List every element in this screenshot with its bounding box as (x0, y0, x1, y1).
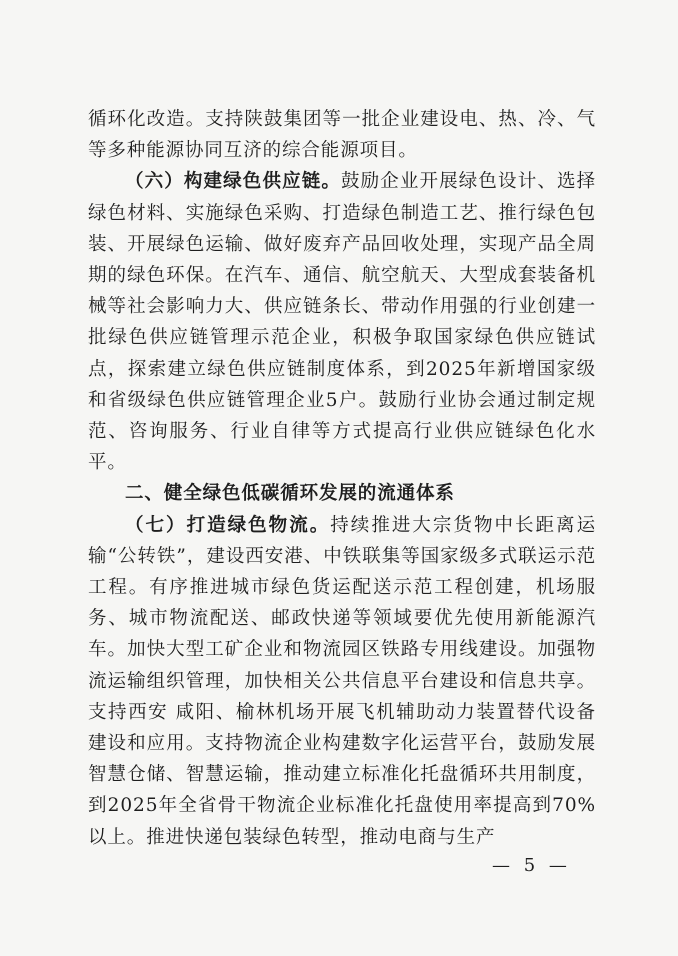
body-text (88, 104, 596, 853)
paragraph-green-logistics (88, 510, 596, 853)
paragraph-text: 鼓励企业开展绿色设计、选择绿色材料、实施绿色采购、打造绿色制造工艺、推行绿色包装、开展绿色运输、做好废弃产品回收处理，实现产品全周期的绿色环保。在汽车、通信、航空航天、大型成套装备机械等社会影响力大、供应链条长、带动作用强的行业创建一批绿色供应链管理示范企业，积极争取国家绿色供应链试点，探索建立绿色供应链制度体系，到2025年新增国家级和省级绿色供应链管理企业5户。鼓励行业协会通过制定规范、咨询服务、行业自律等方式提高行业供应链绿色化水平。 (88, 171, 596, 474)
paragraph-lead: （七）打造绿色物流。 (125, 514, 331, 536)
paragraph-text: 循环化改造。支持陕鼓集团等一批企业建设电、热、冷、气等多种能源协同互济的综合能源项目。 (88, 109, 596, 162)
paragraph-green-supply-chain (88, 166, 596, 478)
paragraph-text: 持续推进大宗货物中长距离运输“公转铁”，建设西安港、中铁联集等国家级多式联运示范工程。有序推进城市绿色货运配送示范工程创建，机场服务、城市物流配送、邮政快递等领域要优先使用新能源汽车。加快大型工矿企业和物流园区铁路专用线建设。加强物流运输组织管理，加快相关公共信息平台建设和信息共享。支持西安 咸阳、榆林机场开展飞机辅助动力装置替代设备建设和应用。支持物流企业构建数字化运营平台，鼓励发展智慧仓储、智慧运输，推动建立标准化托盘循环共用制度，到2025年全省骨干物流企业标准化托盘使用率提高到70%以上。推进快递包装绿色转型，推动电商与生产 (88, 514, 596, 848)
paragraph-continuation (88, 104, 596, 166)
page-number: — 5 — (492, 855, 571, 876)
section-heading: 二、健全绿色低碳循环发展的流通体系 (125, 483, 455, 505)
paragraph-lead: （六）构建绿色供应链。 (125, 171, 341, 193)
